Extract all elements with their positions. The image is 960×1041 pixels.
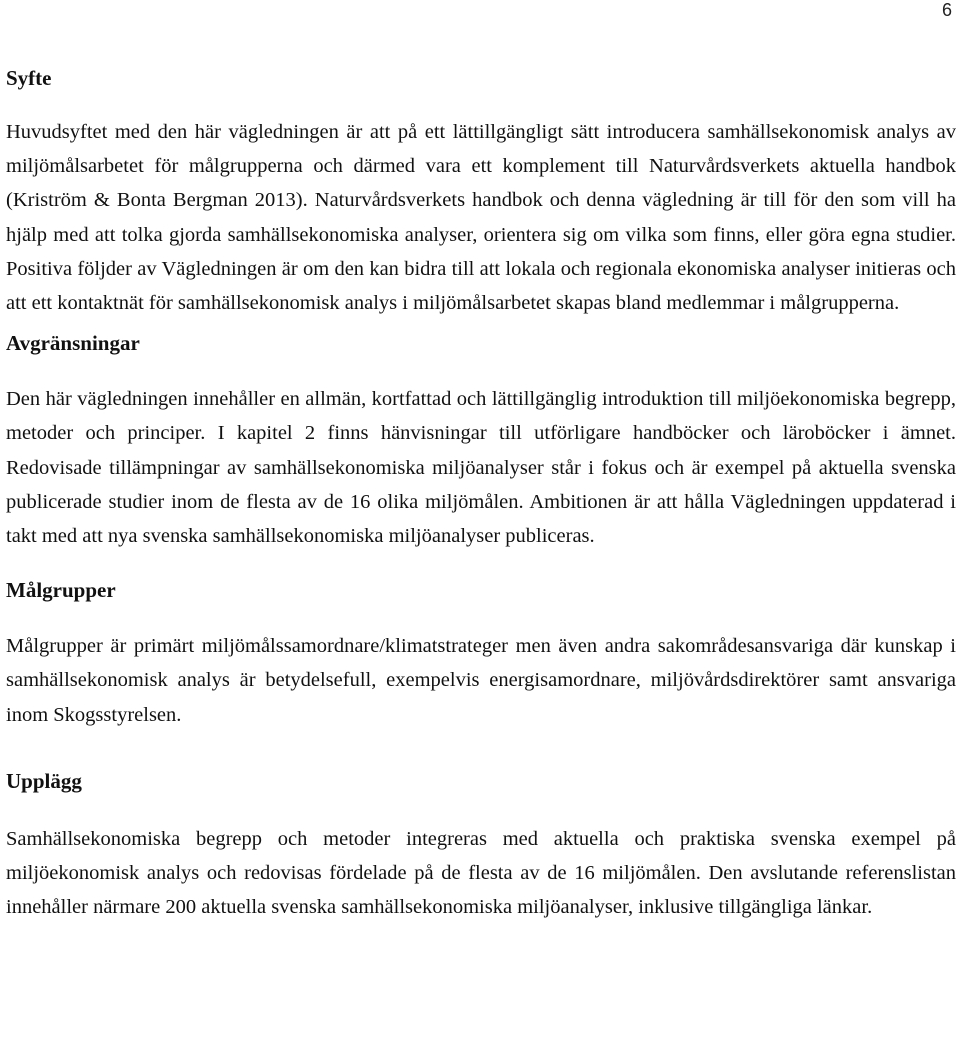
page-number: 6: [941, 0, 952, 20]
section-malgrupper: [6, 575, 956, 732]
section-syfte: [6, 63, 956, 320]
section-avgransningar: [6, 328, 956, 553]
section-heading-syfte: Syfte: [6, 66, 52, 90]
section-paragraph-syfte: Huvudsyftet med den här vägledningen är att på ett lättillgängligt sätt introducera samhällsekonomisk analys av miljömålsarbetet för målgrupperna och därmed vara ett komplement till Naturvårdsverkets aktuella handbok (Kriström & Bonta Bergman 2013). Naturvårdsverkets handbok och denna vägledning är till för den som vill ha hjälp med att tolka gjorda samhällsekonomiska analyser, orientera sig om vilka som finns, eller göra egna studier. Positiva följder av Vägledningen är om den kan bidra till att lokala och regionala ekonomiska analyser initieras och att ett kontaktnät för samhällsekonomisk analys i miljömålsarbetet skapas bland medlemmar i målgrupperna.: [6, 121, 956, 315]
document-body: [6, 63, 956, 924]
section-heading-malgrupper: Målgrupper: [6, 578, 116, 603]
section-paragraph-malgrupper: Målgrupper är primärt miljömålssamordnare/klimatstrateger men även andra sakområdesansvariga där kunskap i samhällsekonomisk analys är betydelsefull, exempelvis energisamordnare, miljövårdsdirektörer samt ansvariga inom Skogsstyrelsen.: [6, 635, 956, 726]
section-heading-avgransningar: Avgränsningar: [6, 331, 140, 356]
section-paragraph-upplagg: Samhällsekonomiska begrepp och metoder integreras med aktuella och praktiska svenska exempel på miljöekonomisk analys och redovisas fördelade på de flesta av de 16 miljömålen. Den avslutande referenslistan innehåller närmare 200 aktuella svenska samhällsekonomiska miljöanalyser, inklusive tillgängliga länkar.: [6, 827, 956, 919]
section-heading-upplagg: Upplägg: [6, 768, 82, 793]
section-upplagg: [6, 766, 956, 925]
section-paragraph-avgransningar: Den här vägledningen innehåller en allmän, kortfattad och lättillgänglig introduktion till miljöekonomiska begrepp, metoder och principer. I kapitel 2 finns hänvisningar till utförligare handböcker och läroböcker i ämnet. Redovisade tillämpningar av samhällsekonomiska miljöanalyser står i fokus och är exempel på aktuella svenska publicerade studier inom de flesta av de 16 olika miljömålen. Ambitionen är att hålla Vägledningen uppdaterad i takt med att nya svenska samhällsekonomiska miljöanalyser publiceras.: [6, 388, 956, 548]
